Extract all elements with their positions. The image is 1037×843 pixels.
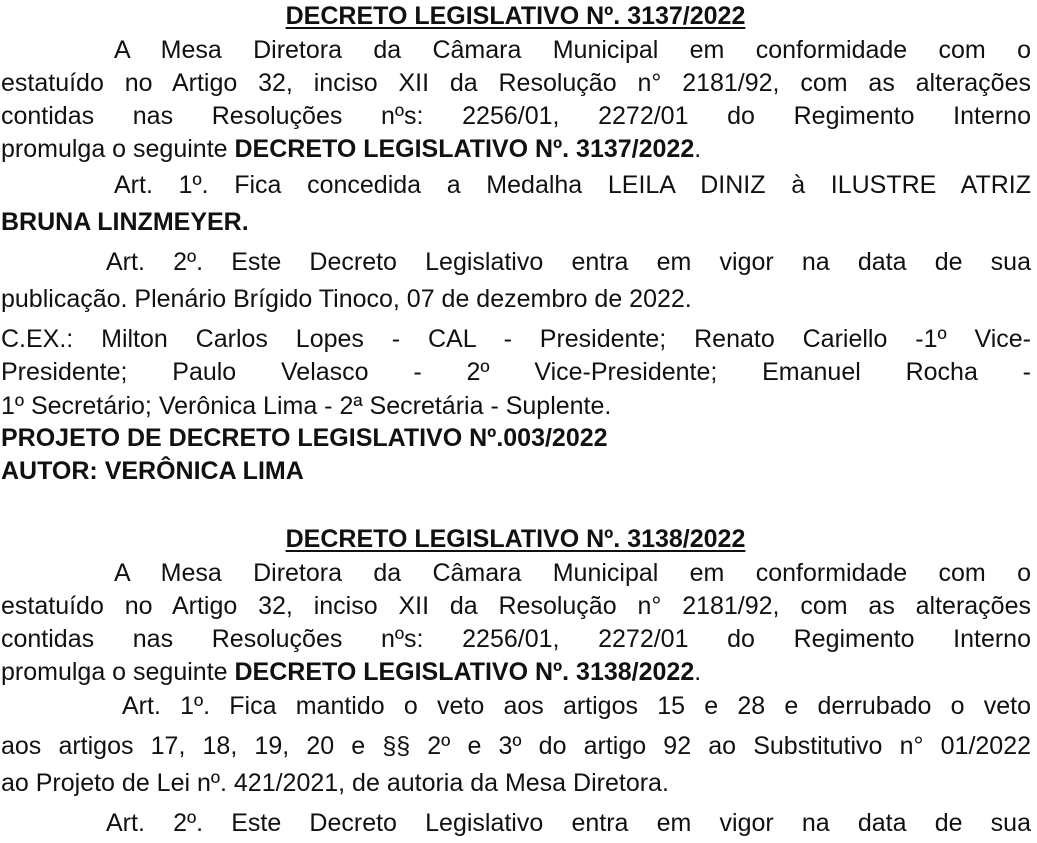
decree-1-promulga-title: DECRETO LEGISLATIVO Nº. 3137/2022 xyxy=(234,135,695,163)
decree-1-signatories-line-2: Presidente; Paulo Velasco - 2º Vice-Presidente; Emanuel Rocha - xyxy=(1,358,1031,386)
decree-2-title-text: DECRETO LEGISLATIVO Nº. 3138/2022 xyxy=(285,525,746,553)
decree-2-promulga-text: promulga o seguinte xyxy=(1,658,235,686)
decree-1-promulga-period: . xyxy=(694,135,702,163)
decree-2-promulga-title: DECRETO LEGISLATIVO Nº. 3138/2022 xyxy=(234,658,695,686)
decree-1-preamble-line-1: A Mesa Diretora da Câmara Municipal em conformidade com o xyxy=(114,36,1031,64)
decree-2-promulga-period: . xyxy=(694,658,702,686)
decree-2-title xyxy=(0,524,1031,554)
decree-1-article-1-line-2: BRUNA LINZMEYER. xyxy=(1,208,249,236)
decree-1-title xyxy=(0,1,1031,31)
decree-2-article-1-line-3: ao Projeto de Lei nº. 421/2021, de autoria da Mesa Diretora. xyxy=(1,769,669,797)
decree-1-author: AUTOR: VERÔNICA LIMA xyxy=(1,457,304,485)
decree-1-project-number: PROJETO DE DECRETO LEGISLATIVO Nº.003/2022 xyxy=(1,424,608,452)
decree-1-title-text: DECRETO LEGISLATIVO Nº. 3137/2022 xyxy=(285,2,746,30)
decree-1-preamble-line-2: estatuído no Artigo 32, inciso XII da Resolução n° 2181/92, com as alterações xyxy=(1,69,1031,97)
decree-2-preamble-line-1: A Mesa Diretora da Câmara Municipal em conformidade com o xyxy=(114,559,1031,587)
decree-2-article-1-line-2: aos artigos 17, 18, 19, 20 e §§ 2º e 3º do artigo 92 ao Substitutivo n° 01/2022 xyxy=(1,732,1031,760)
decree-1-signatories-line-1: C.EX.: Milton Carlos Lopes - CAL - Presidente; Renato Cariello -1º Vice- xyxy=(1,325,1031,353)
decree-1-preamble-line-4 xyxy=(1,134,1031,164)
decree-1-article-2-line-2: publicação. Plenário Brígido Tinoco, 07 de dezembro de 2022. xyxy=(1,285,692,313)
decree-2-preamble-line-2: estatuído no Artigo 32, inciso XII da Resolução n° 2181/92, com as alterações xyxy=(1,592,1031,620)
decree-1-article-2-line-1: Art. 2º. Este Decreto Legislativo entra em vigor na data de sua xyxy=(106,248,1031,276)
decree-1-article-1-line-1: Art. 1º. Fica concedida a Medalha LEILA DINIZ à ILUSTRE ATRIZ xyxy=(114,171,1031,199)
decree-2-preamble-line-4 xyxy=(1,657,1031,687)
decree-2-preamble-line-3: contidas nas Resoluções nºs: 2256/01, 2272/01 do Regimento Interno xyxy=(1,625,1031,653)
decree-2-article-1-line-1: Art. 1º. Fica mantido o veto aos artigos 15 e 28 e derrubado o veto xyxy=(122,692,1031,720)
decree-1-signatories-line-3: 1º Secretário; Verônica Lima - 2ª Secretária - Suplente. xyxy=(1,392,612,420)
decree-1-promulga-text: promulga o seguinte xyxy=(1,135,235,163)
decree-2-article-2-line-1: Art. 2º. Este Decreto Legislativo entra em vigor na data de sua xyxy=(106,809,1031,837)
decree-1-preamble-line-3: contidas nas Resoluções nºs: 2256/01, 2272/01 do Regimento Interno xyxy=(1,102,1031,130)
